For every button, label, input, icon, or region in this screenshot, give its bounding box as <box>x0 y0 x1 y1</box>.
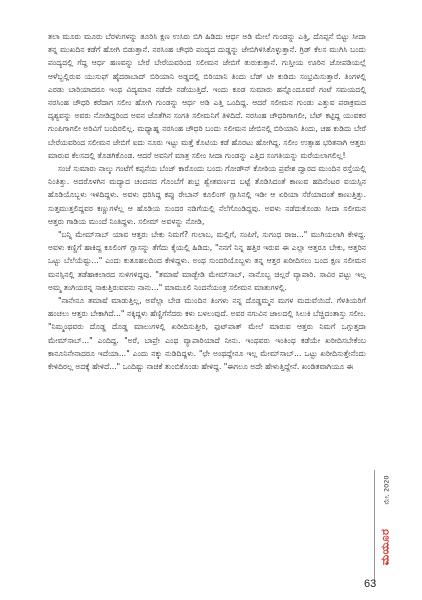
magazine-logo-text: ಮಯೂರ <box>378 528 391 566</box>
issue-date-text: ಮೇ, 2020 <box>382 475 391 505</box>
margin-divider <box>374 470 375 582</box>
article-paragraph: "ನಾನೇನೂ ತಮಾಷೆ ಮಾಡುತ್ತಿಲ್ಲ, ಅವೆಲ್ಲಾ ಬೇಡ ಮುಂದಿನ ತಿಂಗಳು ನನ್ನ ದೊಡ್ಡಮ್ಮನ ಮಗಳ ಮದುವೆಯಿದೆ. ಗೆಳತಿಯರಿಗೆ ಹಂಚಲು ಆತ್ತರು ಬೇಕಾಗಿದೆ..." ನಕ್ಕಿದ್ದಳು ಹೆಣ್ಣಿಗೆನೆದರು ಕಳು ಬಳಲುವುದೆ. ಅವರ ನಗುವಿನ ಜಾಲದಲ್ಲಿ ಸಿಲುಕಿ ಬೆಚ್ಚಿದಂತಾಸ್ತು ಸಲೀಂ. "ನಿಮ್ಮಂಥವರು ದೊಡ್ಡ ದೊಡ್ಡ ಮಾಲುಗಳಲ್ಲಿ ಖರೀದಿಸುತ್ತೀರಿ, ಫುಟ್‌ಪಾತ್ ಮೇಲೆ ಮಾರುವ ಆತ್ತರು ನಿಮಗೆ ಒಗ್ಗುತ್ತದಾ ಮೇಮ್‌ಸಾಬ್..." ಎಂದಿದ್ದ. "ಅರೆ, ಬಾಪ್ರೇ ಎಂಥ ವ್ಯಾಪಾರಿಯಾದೆ ನೀನು. ಇಂಥವರು ಇಂತಿಂಥ ಕಡೆಯೇ ಖರೀದಿಸಬೇಕೆಂಬ ಕಾನೂನಿನೇನಾದರೂ ಇದೆಯಾ..." ಎಂದು ನಕ್ಕು ನುಡಿದಿದ್ದಳು. "ಛೇ ಅಂಥದ್ದೇನೂ ಇಲ್ಲ ಮೇಮ್‌ಸಾಬ್... ಒಟ್ಟು ಖರೀದಿಸುತ್ತೇನೆಂದು ಕೇಳಿದಿರಲ್ಲ ಅದಕ್ಕೆ ಹೇಳಿದೆ..." ಒಂದಿಷ್ಟು ನಾಚಿಕೆ ತುಂಬಿಕೊಂಡು ಹೇಳಿದ್ದ. "ಈಗಲೂ ಅದೇ ಹೇಳುತ್ತಿದ್ದೇನೆ. ಖಂಡಿತವಾಗಿಯೂ ಈ <box>48 296 366 372</box>
article-paragraph: ಸಂಜೆ ಸುಮಾರು ನಾಲ್ಕು ಗಂಟೆಗೆ ಕಪ್ಪನೆಯ ಬೆಂಜ್ ಕಾರೊಂದು ಬಂದು ಗೋಡೌನ್ ಕೋಠಿಯ ಪ್ರವೇಶ ದ್ವಾರದ ಮುಂದಿನ ರಸ್ತೆಯಲ್ಲಿ ನಿಂತಿತ್ತು. ಅದರೊಳಗಿನ ಮದ್ಯಾದ ಚಂದನದ ಗೊಂಬೆಗೆ ಶುಭ್ರ ಶ್ವೇತವರ್ಣದ ಬಟ್ಟೆ ತೊಡಿಸಿದಂತೆ ಕಾಣುವ ಹದಿನೆಂಟರ ವಯಸ್ಸಿನ ಹೊಡಿಯೊಬ್ಬಳು ಇಳಿದಿದ್ದಳು. ಅವಳು ಧರಿಸಿದ್ದ ಕಪ್ಪು ರೇಬಾನ್ ಕೂಲಿಂಗ್ ಗ್ಲಾಸಿನಲ್ಲಿ ಇಡೀ ಆ ಏರಿಯಾ ಸೆರೆಯಾದಂತೆ ಕಾಣುತ್ತಿತ್ತು. ಸುತ್ತಮುತ್ತಲಿದ್ದವರ ಕಣ್ಣುಗಳೆಲ್ಲ ಆ ಹೊಡಿಯ ಸುಂದರ ನಡಿಗೆಯಲ್ಲಿ ನೆಲೆಗೊಂಡಿದ್ದವು. ಅವಳು ನಡೆದುಕೊಂಡು ಸೀದಾ ಸಲೀಮನ ಆತ್ತರು ಗಾಡಿಯ ಮುಂದೆ ನಿಂತಿದ್ದಳು. ಸಲೀಮ್ ಅವಳನ್ನು ನೋಡಿ, <box>48 164 366 226</box>
article-body <box>48 30 366 578</box>
article-paragraph: ತಲಾ ಮೂರು ಮೂರು ಬೆರಳುಗಳನ್ನು ತೂರಿಸಿ ಕ್ಷಣ ಉಸಿರು ಬಿಗಿ ಹಿಡಿದು ಆರ್ಧ ಅಡಿ ಮೇಲೆ ಗುಂಡನ್ನು ಎತ್ತಿ, ದೊಪ್ಪನೆ ಬಿಟ್ಟು ಸೀದಾ ತನ್ನ ಮುಖದಿನ ಕಡೆಗೆ ಹೋಗಿ ಬಿಡುತ್ತಾನೆ. ನರಸಿಂಹ ಚೌಧರಿ ಪಂದ್ಯದ ದುಡ್ಡನ್ನು ಜೇಬಿಗಿಳಿಸಿಕೊಳ್ಳುತ್ತಾನೆ. ಗ್ರಿಡ್ ಕೆಲಸ ಮುಗಿಸಿ ಬಂದು ಪಂದ್ಯದಲ್ಲಿ ಗೆದ್ದ ಆರ್ಧ ಹಣವನ್ನು ಬೇರೆ ಬೇರೆಯವರಿಂದ ಸಲೀಮನ ಜೇಬಿಗೆ ತುರುಕುತ್ತಾನೆ. ಗುಸ್ತೀಯ ಊರಿನ ಜೋಪಡಿಯಲ್ಲೆ ಆಳೆಬ್ಬಲ್ಲಿರುವ ಯುಸುಫ್ ಹೈದರಾಬಾದ್ ಬಿರಿಯಾನಿ ಅಡ್ಡದಲ್ಲಿ ಬಿರಿಯಾನಿ ತಿಂದು ಬೆಡ್ ಟೀ ಕುಡಿದು ಸಂಭ್ರಮಿಸುತ್ತಾರೆ. ತಿಂಗಳಲ್ಲಿ ಎರಡು ಬಾರಿಯಾದರೂ ಇಂಥ ವಿದ್ಯಮಾನ ನಡೆದೇ ನಡೆಯುತ್ತಿದೆ. ಇಂದು ಕೂಡ ಸುಮಾರು ಹನ್ನೊಂದೂವರೆ ಗಂಟೆ ಸಮಯದಲ್ಲಿ ನರಸಿಂಹ ಚೌಧರಿ ಕರೆದಾಗ ಸಲೀಂ ಹೋಗಿ ಗುಂಡನ್ನು ಆರ್ಧ ಅಡಿ ಎತ್ತಿ ಒಂದಿದ್ದ. ಆದರೆ ಸಲೀಮನ ಗುಂಡು ಎತ್ತುವ ಪರಾಕ್ರಮದ ದೃಶ್ಯವನ್ನು ಅವರು ನೋಡಿದ್ದರಿಂದ ಅವನ ಜೊತೆಗಿನ ಸಂಗತಿ ಸಲೀಮನಿಗೆ ತಿಳಿದಿದೆ. ನರಸಿಂಹ ಚೌಧರಿಗಾಗಲೀ, ಬೆಟ್ ಕಟ್ಟಿದ್ದ ಯುವಕರ ಗುಂಪಿಗಾಗಲೀ ಅರಿವಿಗೆ ಬಂದಿರಲಿಲ್ಲ. ಮಧ್ಯಾಹ್ನ ನರಸಿಂಹ ಚೌಧರಿ ಬಂದು ಸಲೀಮನ ಜೇಬಿನಲ್ಲಿ ಬಿರಿಯಾನಿ ತಿಂದು, ಚಹ ಕುಡಿದು ಬೇರೆ ಬೇರೆಯವರಿಂದ ಸಲೀಮನ ಜೇಬಿಗೆ ಐದು ನೂರು ಇಟ್ಟು ಮತ್ತೆ ಕೊಟಿಯ ಕಡೆ ಹೊರಟು ಹೋಗಿದ್ದ. ಸಲೀಂ ಉತ್ಸಾಹ ಭರಿತನಾಗಿ ಆತ್ತರು ಮಾರುವ ಕೆಲಸದಲ್ಲಿ ತೊಡಗಿಕೊಂಡ. ಆದರೆ ಅವನಿಗೆ ಮಾತ್ರ ಸಲೀಂ ಸೀದಾ ಗುಂಡನ್ನು ಎತ್ತಿದ ಸಂಗತಿಯನ್ನು ಮರೆಯಲಾಗಲಿಲ್ಲ! <box>48 32 366 160</box>
issue-date <box>382 466 392 514</box>
page-number: 63 <box>364 578 377 590</box>
article-paragraph: "ಬನ್ನಿ ಮೇಮ್‌ಸಾಬ್ ಯಾವ ಆತ್ತರು ಬೇಕು ನಿಮಗೆ? ಗುಲಾಬ, ಮಲ್ಲಿಗೆ, ಸಂಪಿಗೆ, ಸುಗಂಧ ರಾಜ..." ಮುಗಿಯಲಾಗಿ ಕೇಳಿದ್ದ. ಅವಳು ಕಣ್ಣಿಗೆ ಹಾಕಿದ್ದ ಕೂಲಿಂಗ್ ಗ್ಲಾಸನ್ನು ತೆಗೆದು ಕೈಯಲ್ಲಿ ಹಿಡಿದು, "ನನಗೆ ನಿನ್ನ ಹತ್ತಿರ ಇರುವ ಈ ಎಲ್ಲಾ ಆತ್ತರೂ ಬೇಕು, ಆತ್ತರಿನ ಒಟ್ಟು ಬೆಲೆಯೆಷ್ಟು..." ಎಂದು ಕುತೂಹಲದಿಂದ ಕೇಳಿದ್ದಳು. ಅಂಥ ಸುಂದರಿಯೊಬ್ಬಳು ತನ್ನ ಆತ್ತರ ಖರೀದಿಸಲು ಬಂದ ಕ್ಷಣ ಸಲೀಮನ ಮನಸ್ಸಿನಲ್ಲಿ ತಡೆಹಾಕಲಾರದ ಸುಳಿಗಳಿದ್ದವು. "ತಮಾಷೆ ಮಾಡ್ಬೇಡಿ ಮೇಮ್‌ಸಾಬ್, ನಾನೊಬ್ಬ ಚಿಲ್ಲರೆ ವ್ಯಾಪಾರಿ. ಸಾವಿರ ಪಟ್ಟು ಇಲ್ಲ ಅಮ್ಮ ತಂಗಿಯರನ್ನ ಸಾಕುತ್ತಿರುವವನು ನಾನು..." ಮಾಮೂಲಿ ನಿಂದನೆಯಂತ್ರ ಸಲೀಮನ ಮಾತುಗಳಲ್ಲಿ. <box>48 230 366 292</box>
magazine-logo <box>378 520 392 574</box>
